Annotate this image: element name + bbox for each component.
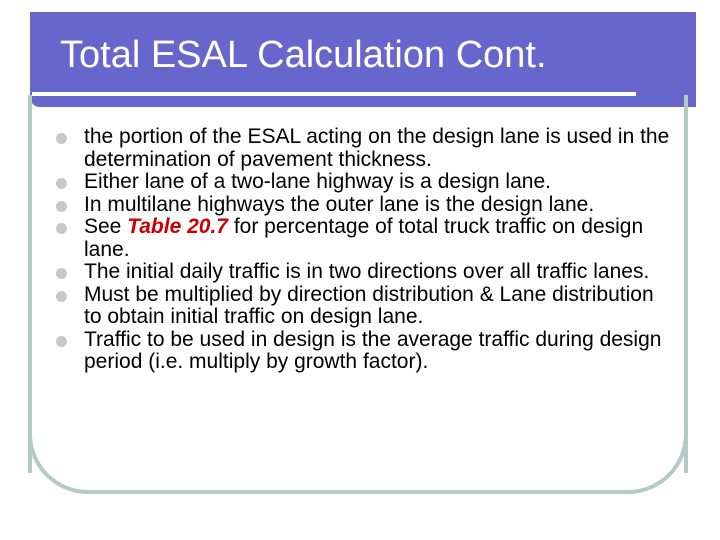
bullet-dot-icon xyxy=(56,223,67,234)
bullet-dot-icon xyxy=(56,133,67,144)
bullet-text-pre: See xyxy=(84,215,128,238)
bullet-text: the portion of the ESAL acting on the design lane is used in the determination of pavement thickness. xyxy=(84,125,670,171)
frame-right-border xyxy=(684,95,688,473)
bullet-dot-icon xyxy=(56,268,67,279)
bullet-text: The initial daily traffic is in two directions over all traffic lanes. xyxy=(84,260,650,283)
bullet-item xyxy=(56,329,676,374)
bullet-dot-icon xyxy=(56,336,67,347)
bullet-item xyxy=(56,194,676,217)
bullet-item xyxy=(56,216,676,261)
title-underline xyxy=(32,92,636,96)
bullet-list xyxy=(56,126,676,374)
bullet-text-post: for percentage of total truck traffic on design lane. xyxy=(84,215,644,261)
bullet-dot-icon xyxy=(56,178,67,189)
bullet-item xyxy=(56,126,676,171)
bullet-text: Must be multiplied by direction distribution & Lane distribution to obtain initial traffic on design lane. xyxy=(84,282,654,328)
bullet-text: Either lane of a two-lane highway is a design lane. xyxy=(84,170,551,193)
slide-title: Total ESAL Calculation Cont. xyxy=(60,34,547,76)
bullet-dot-icon xyxy=(56,201,67,212)
bullet-text: Traffic to be used in design is the average traffic during design period (i.e. multiply by growth factor). xyxy=(84,327,662,373)
bullet-item xyxy=(56,284,676,329)
bullet-text: In multilane highways the outer lane is the design lane. xyxy=(84,192,595,216)
table-reference: Table 20.7 xyxy=(127,215,228,238)
bullet-dot-icon xyxy=(56,291,67,302)
frame-bottom-border xyxy=(28,430,688,494)
bullet-item xyxy=(56,171,676,194)
frame-left-border xyxy=(28,95,32,473)
bullet-item xyxy=(56,261,676,284)
